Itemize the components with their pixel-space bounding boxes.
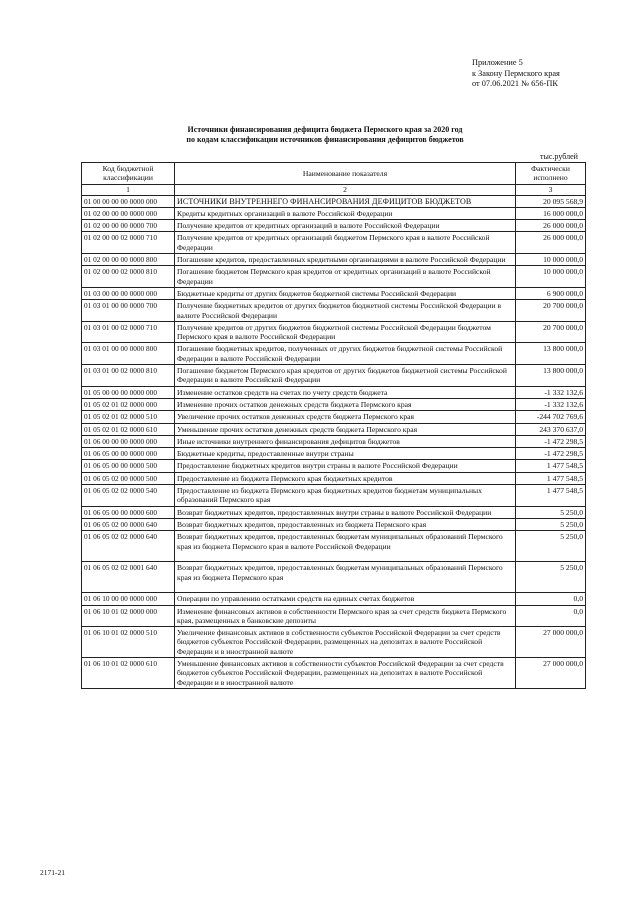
name-cell: Предоставление из бюджета Пермского края бюджетных кредитов [175, 472, 516, 484]
code-cell: 01 00 00 00 00 0000 000 [82, 195, 175, 207]
table-row [82, 254, 586, 266]
amount-cell: 27 000 000,0 [516, 657, 586, 688]
code-cell: 01 05 02 01 02 0000 510 [82, 411, 175, 423]
amount-cell: 5 250,0 [516, 562, 586, 593]
table-row [82, 207, 586, 219]
amount-cell: -244 702 769,6 [516, 411, 586, 423]
table-row [82, 460, 586, 472]
amount-cell: 16 000 000,0 [516, 207, 586, 219]
code-cell: 01 06 05 02 02 0000 540 [82, 485, 175, 507]
amount-cell: 0,0 [516, 593, 586, 605]
table-row [82, 365, 586, 387]
name-cell: Возврат бюджетных кредитов, предоставленных бюджетам муниципальных образований Пермского края из бюджета Пермского края в валюте Российской Федерации [175, 531, 516, 562]
code-cell: 01 02 00 00 02 0000 810 [82, 266, 175, 288]
table-row [82, 220, 586, 232]
code-cell: 01 06 00 00 00 0000 000 [82, 435, 175, 447]
amount-cell: 10 000 000,0 [516, 266, 586, 288]
code-cell: 01 06 05 02 02 0001 640 [82, 562, 175, 593]
code-cell: 01 05 02 01 02 0000 610 [82, 423, 175, 435]
table-row [82, 506, 586, 518]
code-cell: 01 06 05 00 00 0000 600 [82, 506, 175, 518]
name-cell: Возврат бюджетных кредитов, предоставленных из бюджета Пермского края [175, 518, 516, 530]
table-row [82, 266, 586, 288]
amount-cell: 13 800 000,0 [516, 365, 586, 387]
table-body [82, 195, 586, 688]
table-row [82, 300, 586, 322]
appendix-line-1: Приложение 5 [472, 58, 523, 67]
code-cell: 01 06 10 01 02 0000 510 [82, 627, 175, 658]
footer-code: 2171-21 [40, 868, 65, 877]
amount-cell: 1 477 548,5 [516, 485, 586, 507]
code-cell: 01 05 00 00 00 0000 000 [82, 386, 175, 398]
code-cell: 01 06 05 02 00 0000 640 [82, 518, 175, 530]
table-row [82, 398, 586, 410]
amount-cell: 20 700 000,0 [516, 321, 586, 343]
amount-cell: 26 000 000,0 [516, 220, 586, 232]
amount-cell: 27 000 000,0 [516, 627, 586, 658]
column-number-2: 2 [175, 184, 516, 195]
code-cell: 01 06 05 02 02 0000 640 [82, 531, 175, 562]
table-row [82, 423, 586, 435]
amount-cell: 1 477 548,5 [516, 460, 586, 472]
name-cell: Кредиты кредитных организаций в валюте Российской Федерации [175, 207, 516, 219]
table-row [82, 472, 586, 484]
code-cell: 01 06 10 01 02 0000 000 [82, 605, 175, 627]
table-row [82, 531, 586, 562]
amount-cell: -1 472 298,5 [516, 448, 586, 460]
table-row [82, 435, 586, 447]
appendix-block [472, 58, 560, 90]
name-cell: Предоставление бюджетных кредитов внутри страны в валюте Российской Федерации [175, 460, 516, 472]
column-number-1: 1 [82, 184, 175, 195]
amount-cell: 243 370 637,0 [516, 423, 586, 435]
amount-cell: 5 250,0 [516, 531, 586, 562]
name-cell: Возврат бюджетных кредитов, предоставленных бюджетам муниципальных образований Пермского края из бюджета Пермского края [175, 562, 516, 593]
table-row [82, 386, 586, 398]
amount-cell: 6 900 000,0 [516, 287, 586, 299]
amount-cell: 5 250,0 [516, 518, 586, 530]
table-row [82, 321, 586, 343]
name-cell: Получение кредитов от кредитных организаций в валюте Российской Федерации [175, 220, 516, 232]
code-cell: 01 06 05 02 00 0000 500 [82, 472, 175, 484]
name-cell: Иные источники внутреннего финансирования дефицитов бюджетов [175, 435, 516, 447]
name-cell: Бюджетные кредиты, предоставленные внутри страны [175, 448, 516, 460]
code-cell: 01 06 05 00 00 0000 000 [82, 448, 175, 460]
column-number-3: 3 [516, 184, 586, 195]
name-cell: Увеличение прочих остатков денежных средств бюджета Пермского края [175, 411, 516, 423]
table-row [82, 448, 586, 460]
name-cell: Уменьшение прочих остатков денежных средств бюджета Пермского края [175, 423, 516, 435]
table-row [82, 195, 586, 207]
name-cell: Получение кредитов от кредитных организаций бюджетом Пермского края в валюте Российской Федерации [175, 232, 516, 254]
table-row [82, 593, 586, 605]
code-cell: 01 03 01 00 00 0000 800 [82, 343, 175, 365]
table-row [82, 232, 586, 254]
name-cell: Изменение прочих остатков денежных средств бюджета Пермского края [175, 398, 516, 410]
amount-cell: 13 800 000,0 [516, 343, 586, 365]
code-cell: 01 05 02 01 02 0000 000 [82, 398, 175, 410]
table-row [82, 411, 586, 423]
code-cell: 01 02 00 00 02 0000 710 [82, 232, 175, 254]
amount-cell: 0,0 [516, 605, 586, 627]
amount-cell: 20 700 000,0 [516, 300, 586, 322]
appendix-line-3: от 07.06.2021 № 656-ПК [472, 79, 558, 88]
table-row [82, 485, 586, 507]
name-cell: Погашение бюджетом Пермского края кредитов от кредитных организаций в валюте Российской Федерации [175, 266, 516, 288]
code-cell: 01 03 01 00 00 0000 700 [82, 300, 175, 322]
name-cell: Бюджетные кредиты от других бюджетов бюджетной системы Российской Федерации [175, 287, 516, 299]
code-cell: 01 02 00 00 00 0000 700 [82, 220, 175, 232]
column-number-row [82, 184, 586, 195]
amount-cell: 26 000 000,0 [516, 232, 586, 254]
amount-cell: 1 477 548,5 [516, 472, 586, 484]
units-label: тыс.рублей [540, 152, 578, 161]
code-cell: 01 03 01 00 02 0000 810 [82, 365, 175, 387]
table-row [82, 562, 586, 593]
title-line-2: по кодам классификации источников финансирования дефицитов бюджетов [186, 135, 464, 144]
name-cell: Получение кредитов от других бюджетов бюджетной системы Российской Федерации бюджетом Пермского края в валюте Российской Федерации [175, 321, 516, 343]
table-row [82, 287, 586, 299]
document-title [150, 125, 500, 145]
name-cell: Получение бюджетных кредитов от других бюджетов бюджетной системы Российской Федерации в валюте Российской Федерации [175, 300, 516, 322]
appendix-line-2: к Закону Пермского края [472, 68, 560, 78]
header-code: Код бюджетной классификации [82, 163, 175, 185]
table-row [82, 343, 586, 365]
code-cell: 01 06 10 01 02 0000 610 [82, 657, 175, 688]
amount-cell: 20 095 568,9 [516, 195, 586, 207]
code-cell: 01 06 05 00 00 0000 500 [82, 460, 175, 472]
table-row [82, 518, 586, 530]
amount-cell: 5 250,0 [516, 506, 586, 518]
code-cell: 01 03 00 00 00 0000 000 [82, 287, 175, 299]
name-cell: Предоставление из бюджета Пермского края бюджетных кредитов бюджетам муниципальных образований Пермского края [175, 485, 516, 507]
sources-table [81, 162, 586, 689]
table-row [82, 627, 586, 658]
code-cell: 01 06 10 00 00 0000 000 [82, 593, 175, 605]
name-cell: Изменение финансовых активов в собственности Пермского края за счет средств бюджета Пермского края, размещенных в банковские депозиты [175, 605, 516, 627]
name-cell: Погашение бюджетом Пермского края кредитов от других бюджетов бюджетной системы Российской Федерации в валюте Российской Федерации [175, 365, 516, 387]
code-cell: 01 03 01 00 02 0000 710 [82, 321, 175, 343]
amount-cell: -1 332 132,6 [516, 386, 586, 398]
name-cell: Операции по управлению остатками средств на единых счетах бюджетов [175, 593, 516, 605]
amount-cell: 10 000 000,0 [516, 254, 586, 266]
header-amount: Фактически исполнено [516, 163, 586, 185]
code-cell: 01 02 00 00 00 0000 000 [82, 207, 175, 219]
table-header-row [82, 163, 586, 185]
name-cell: ИСТОЧНИКИ ВНУТРЕННЕГО ФИНАНСИРОВАНИЯ ДЕФИЦИТОВ БЮДЖЕТОВ [175, 195, 516, 207]
amount-cell: -1 332 132,6 [516, 398, 586, 410]
name-cell: Изменение остатков средств на счетах по учету средств бюджета [175, 386, 516, 398]
table-row [82, 657, 586, 688]
title-line-1: Источники финансирования дефицита бюджета Пермского края за 2020 год [187, 125, 463, 134]
table-row [82, 605, 586, 627]
amount-cell: -1 472 298,5 [516, 435, 586, 447]
name-cell: Уменьшение финансовых активов в собственности субъектов Российской Федерации за счет средств бюджетов субъектов Российской Федерации, размещенных на депозитах в валюте Российской Федерации и в иностранной валюте [175, 657, 516, 688]
name-cell: Увеличение финансовых активов в собственности субъектов Российской Федерации за счет средств бюджетов субъектов Российской Федерации, размещенных на депозитах в валюте Российской Федерации и в иностранной валюте [175, 627, 516, 658]
name-cell: Погашение бюджетных кредитов, полученных от других бюджетов бюджетной системы Российской Федерации в валюте Российской Федерации [175, 343, 516, 365]
code-cell: 01 02 00 00 00 0000 800 [82, 254, 175, 266]
name-cell: Возврат бюджетных кредитов, предоставленных внутри страны в валюте Российской Федерации [175, 506, 516, 518]
name-cell: Погашение кредитов, предоставленных кредитными организациями в валюте Российской Федерации [175, 254, 516, 266]
header-name: Наименование показателя [175, 163, 516, 185]
